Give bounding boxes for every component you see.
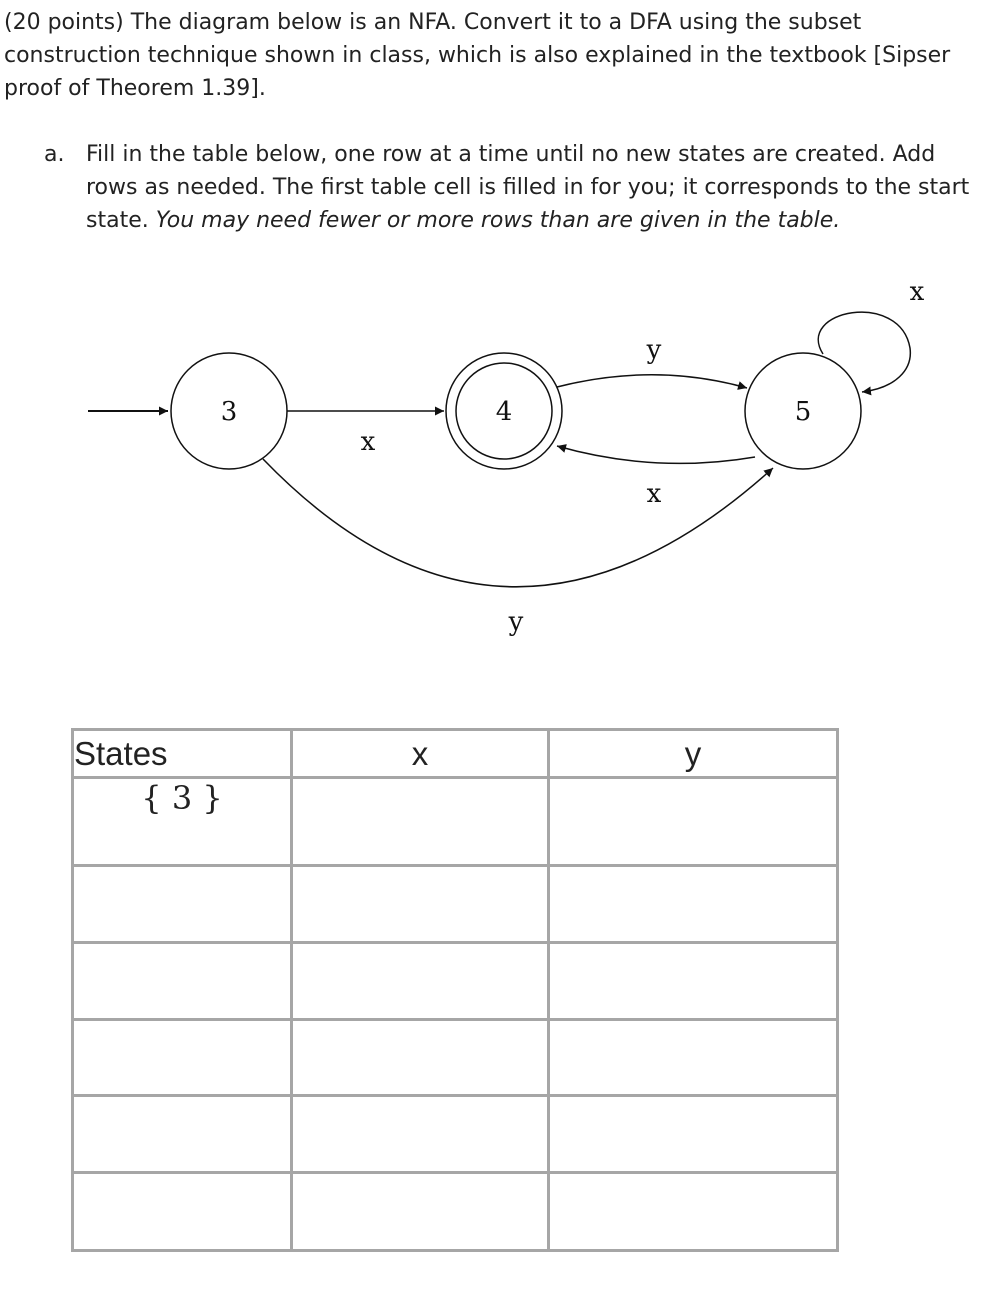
part-a-marker: a.: [44, 142, 65, 167]
table-row: [73, 1020, 838, 1096]
transition-5-to-4: [557, 446, 755, 509]
state-5: [745, 353, 861, 469]
part-a: [44, 138, 984, 237]
y-cell[interactable]: [549, 1020, 838, 1096]
state-3-label: 3: [220, 397, 238, 427]
transition-3-to-5: [263, 459, 773, 637]
transition-3-to-4: [287, 411, 444, 457]
header-y: y: [549, 730, 838, 778]
state-5-label: 5: [794, 397, 812, 427]
transition-3-to-4-label: x: [360, 427, 376, 457]
y-cell[interactable]: [549, 866, 838, 943]
y-cell[interactable]: [549, 1173, 838, 1251]
states-cell[interactable]: [73, 1020, 292, 1096]
states-cell[interactable]: [73, 1173, 292, 1251]
transition-5-self-loop-label: x: [909, 277, 925, 307]
transition-4-to-5-label: y: [646, 335, 662, 365]
nfa-diagram: [0, 270, 987, 650]
x-cell[interactable]: [292, 943, 549, 1020]
states-cell[interactable]: [73, 866, 292, 943]
transition-5-self-loop: [818, 277, 924, 392]
table-row: [73, 778, 838, 866]
state-3: [171, 353, 287, 469]
table-row: [73, 1096, 838, 1173]
x-cell[interactable]: [292, 1020, 549, 1096]
transition-4-to-5: [557, 335, 747, 388]
part-a-body: [86, 138, 984, 237]
states-cell[interactable]: { 3 }: [73, 778, 292, 866]
table-row: [73, 943, 838, 1020]
y-cell[interactable]: [549, 1096, 838, 1173]
y-cell[interactable]: [549, 778, 838, 866]
dfa-table-header-row: [73, 730, 838, 778]
y-cell[interactable]: [549, 943, 838, 1020]
dfa-table: [71, 728, 839, 1252]
state-4-label: 4: [495, 397, 513, 427]
header-states: States: [73, 730, 292, 778]
question-text: (20 points) The diagram below is an NFA. Convert it to a DFA using the subset construction technique shown in class, which is also explained in the textbook [Sipser proof of Theorem 1.39].: [4, 10, 951, 101]
x-cell[interactable]: [292, 866, 549, 943]
table-row: [73, 866, 838, 943]
states-cell[interactable]: [73, 1096, 292, 1173]
header-x: x: [292, 730, 549, 778]
transition-5-to-4-label: x: [646, 479, 662, 509]
transition-3-to-5-label: y: [508, 607, 524, 637]
x-cell[interactable]: [292, 778, 549, 866]
table-row: [73, 1173, 838, 1251]
part-a-note: You may need fewer or more rows than are given in the table.: [155, 208, 841, 233]
x-cell[interactable]: [292, 1173, 549, 1251]
x-cell[interactable]: [292, 1096, 549, 1173]
state-4: [446, 353, 562, 469]
part-a-instructions: Fill in the table below, one row at a time until no new states are created. Add rows as needed. The first table cell is filled in for you; it corresponds to the start state.: [86, 142, 970, 233]
states-cell[interactable]: [73, 943, 292, 1020]
